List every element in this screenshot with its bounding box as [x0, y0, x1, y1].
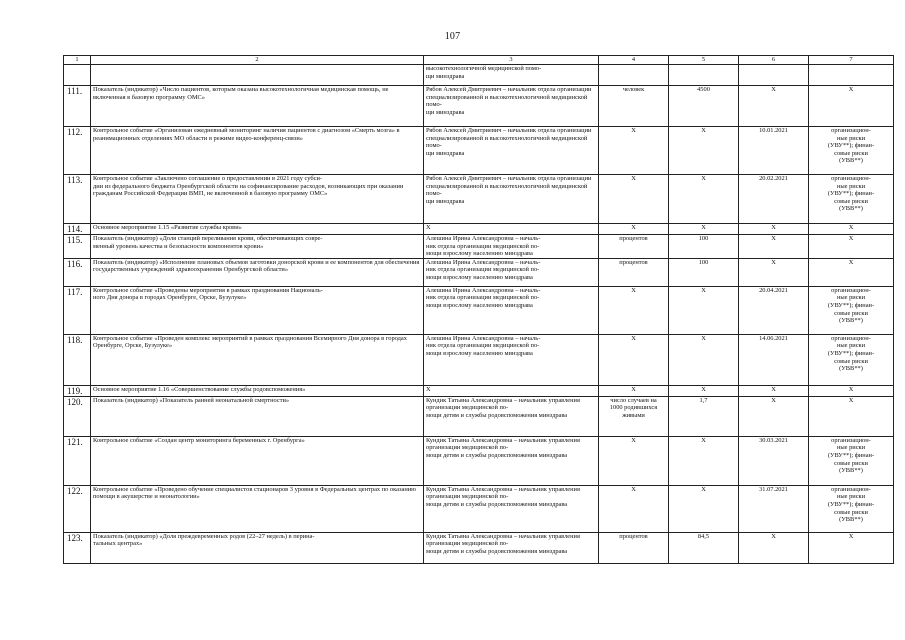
row-risks: X	[809, 224, 894, 235]
row-date: X	[739, 532, 809, 563]
column-number: 4	[599, 56, 669, 65]
row-responsible: Рябов Алексей Дмитриевич – начальник отдела организации специализированной и высокотехнологичной медицинской помо- щи минздрава	[424, 175, 599, 224]
row-unit: X	[599, 286, 669, 334]
row-number: 118.	[64, 334, 91, 385]
row-number: 122.	[64, 485, 91, 532]
row-date: 30.03.2021	[739, 436, 809, 485]
row-value: 100	[669, 258, 739, 286]
row-text	[91, 65, 424, 86]
row-text: Контрольное событие «Проведено обучение специалистов стационаров 3 уровня в Федеральных центрах по оказанию помощи в акушерстве и неонатологии»	[91, 485, 424, 532]
row-text: Основное мероприятие 1.16 «Совершенствование службы родовспоможения»	[91, 385, 424, 396]
row-risks: организацион- ные риски (УВУ**); финан- совые риски (УВВ**)	[809, 127, 894, 175]
row-date: X	[739, 396, 809, 436]
row-unit: X	[599, 385, 669, 396]
row-risks	[809, 65, 894, 86]
row-risks: X	[809, 385, 894, 396]
row-number: 115.	[64, 235, 91, 259]
column-number: 6	[739, 56, 809, 65]
row-text: Контрольное событие «Проведены мероприятия в рамках празднования Националь- ного Дня донора в городах Оренбурге, Орске, Бузулуке»	[91, 286, 424, 334]
table-row	[64, 127, 894, 175]
continuation-row	[64, 65, 894, 86]
row-text: Показатель (индикатор) «Доля станций переливания крови, обеспечивающих совре- менный уровень качества и безопасности компонентов крови»	[91, 235, 424, 259]
row-number: 117.	[64, 286, 91, 334]
row-responsible: Кундик Татьяна Александровна – начальник управления организации медицинской по- мощи детям и службы родовспоможения минздрава	[424, 532, 599, 563]
row-value: X	[669, 436, 739, 485]
column-number: 3	[424, 56, 599, 65]
row-date: X	[739, 235, 809, 259]
row-unit: X	[599, 334, 669, 385]
row-value: X	[669, 334, 739, 385]
row-responsible: Кундик Татьяна Александровна – начальник управления организации медицинской по- мощи детям и службы родовспоможения минздрава	[424, 436, 599, 485]
row-unit: процентов	[599, 532, 669, 563]
row-unit: X	[599, 436, 669, 485]
row-risks: X	[809, 258, 894, 286]
table-row	[64, 286, 894, 334]
row-text: Основное мероприятие 1.15 «Развитие службы крови»	[91, 224, 424, 235]
row-responsible: Алешина Ирина Александровна – началь- ник отдела организации медицинской по- мощи взрослому населению минздрава	[424, 258, 599, 286]
row-risks: X	[809, 396, 894, 436]
row-responsible: Рябов Алексей Дмитриевич – начальник отдела организации специализированной и высокотехнологичной медицинской помо- щи минздрава	[424, 86, 599, 127]
row-unit: X	[599, 485, 669, 532]
row-unit: процентов	[599, 258, 669, 286]
row-value: 84,5	[669, 532, 739, 563]
row-number: 114.	[64, 224, 91, 235]
row-date: X	[739, 224, 809, 235]
row-value: X	[669, 175, 739, 224]
row-value: X	[669, 286, 739, 334]
row-responsible: X	[424, 224, 599, 235]
row-responsible: Кундик Татьяна Александровна – начальник управления организации медицинской по- мощи детям и службы родовспоможения минздрава	[424, 396, 599, 436]
table-row	[64, 86, 894, 127]
row-value: X	[669, 127, 739, 175]
row-risks: X	[809, 86, 894, 127]
row-risks: организацион- ные риски (УВУ**); финан- совые риски (УВВ**)	[809, 286, 894, 334]
row-text: Показатель (индикатор) «Исполнение плановых объемов заготовки донорской крови и ее компонентов для обеспечения государственных учреждений здравоохранения Оренбургской области»	[91, 258, 424, 286]
row-unit: X	[599, 127, 669, 175]
row-risks: организацион- ные риски (УВУ**); финан- совые риски (УВВ**)	[809, 334, 894, 385]
row-value: X	[669, 224, 739, 235]
row-unit: процентов	[599, 235, 669, 259]
row-date: 10.01.2021	[739, 127, 809, 175]
row-unit: X	[599, 224, 669, 235]
row-value: 100	[669, 235, 739, 259]
row-value	[669, 65, 739, 86]
row-responsible: Кундик Татьяна Александровна – начальник управления организации медицинской по- мощи детям и службы родовспоможения минздрава	[424, 485, 599, 532]
row-risks: X	[809, 235, 894, 259]
row-number: 121.	[64, 436, 91, 485]
table-row	[64, 224, 894, 235]
table-row	[64, 258, 894, 286]
table-row	[64, 485, 894, 532]
row-unit: число случаев на 1000 родившихся живыми	[599, 396, 669, 436]
row-text: Показатель (индикатор) «Доля преждевременных родов (22–27 недель) в перина- тальных центрах»	[91, 532, 424, 563]
row-unit: человек	[599, 86, 669, 127]
row-text: Контрольное событие «Проведен комплекс мероприятий в рамках празднования Всемирного Дня донора в городах Оренбурге, Орске, Бузулуке»	[91, 334, 424, 385]
column-number: 2	[91, 56, 424, 65]
row-date: 14.06.2021	[739, 334, 809, 385]
row-responsible: Алешина Ирина Александровна – началь- ник отдела организации медицинской по- мощи взрослому населению минздрава	[424, 286, 599, 334]
measures-table	[63, 55, 894, 564]
row-value: 1,7	[669, 396, 739, 436]
table-row	[64, 396, 894, 436]
row-number: 113.	[64, 175, 91, 224]
column-number: 1	[64, 56, 91, 65]
row-text: Показатель (индикатор) «Показатель ранней неонатальной смертности»	[91, 396, 424, 436]
row-responsible: Алешина Ирина Александровна – началь- ник отдела организации медицинской по- мощи взрослому населению минздрава	[424, 334, 599, 385]
row-number: 123.	[64, 532, 91, 563]
row-date: 20.02.2021	[739, 175, 809, 224]
column-number-row	[64, 56, 894, 65]
row-responsible: высокотехнологичной медицинской помо- щи минздрава	[424, 65, 599, 86]
column-number: 5	[669, 56, 739, 65]
row-text: Контрольное событие «Организован ежедневный мониторинг наличия пациентов с диагнозом «Смерть мозга» в реанимационных отделениях МО области в режиме видео-конференц-связи»	[91, 127, 424, 175]
table-row	[64, 532, 894, 563]
row-value: 4500	[669, 86, 739, 127]
row-date: X	[739, 86, 809, 127]
page-number: 107	[444, 31, 461, 42]
row-number: 116.	[64, 258, 91, 286]
row-risks: организацион- ные риски (УВУ**); финан- совые риски (УВВ**)	[809, 436, 894, 485]
table-row	[64, 334, 894, 385]
row-responsible: Алешина Ирина Александровна – началь- ник отдела организации медицинской по- мощи взрослому населению минздрава	[424, 235, 599, 259]
row-risks: организацион- ные риски (УВУ**); финан- совые риски (УВВ**)	[809, 485, 894, 532]
row-date	[739, 65, 809, 86]
row-responsible: X	[424, 385, 599, 396]
table-row	[64, 385, 894, 396]
row-risks: организацион- ные риски (УВУ**); финан- совые риски (УВВ**)	[809, 175, 894, 224]
table-row	[64, 175, 894, 224]
row-date: 20.04.2021	[739, 286, 809, 334]
row-date: X	[739, 385, 809, 396]
row-value: X	[669, 485, 739, 532]
row-unit: X	[599, 175, 669, 224]
row-date: X	[739, 258, 809, 286]
row-risks: X	[809, 532, 894, 563]
row-number	[64, 65, 91, 86]
row-text: Контрольное событие «Заключено соглашение о предоставлении в 2021 году субси- дии из федерального бюджета Оренбургской области на софинансирование расходов, возникающих при оказании гражданам Российской Федерации ВМП, не включенной в базовую программу ОМС»	[91, 175, 424, 224]
column-number: 7	[809, 56, 894, 65]
row-number: 112.	[64, 127, 91, 175]
row-number: 120.	[64, 396, 91, 436]
row-date: 31.07.2021	[739, 485, 809, 532]
table-row	[64, 436, 894, 485]
row-number: 111.	[64, 86, 91, 127]
row-responsible: Рябов Алексей Дмитриевич – начальник отдела организации специализированной и высокотехнологичной медицинской помо- щи минздрава	[424, 127, 599, 175]
row-number: 119.	[64, 385, 91, 396]
row-value: X	[669, 385, 739, 396]
row-text: Контрольное событие «Создан центр мониторинга беременных г. Оренбурга»	[91, 436, 424, 485]
table-row	[64, 235, 894, 259]
row-unit	[599, 65, 669, 86]
row-text: Показатель (индикатор) «Число пациентов, которым оказана высокотехнологичная медицинская помощь, не включенная в базовую программу ОМС»	[91, 86, 424, 127]
